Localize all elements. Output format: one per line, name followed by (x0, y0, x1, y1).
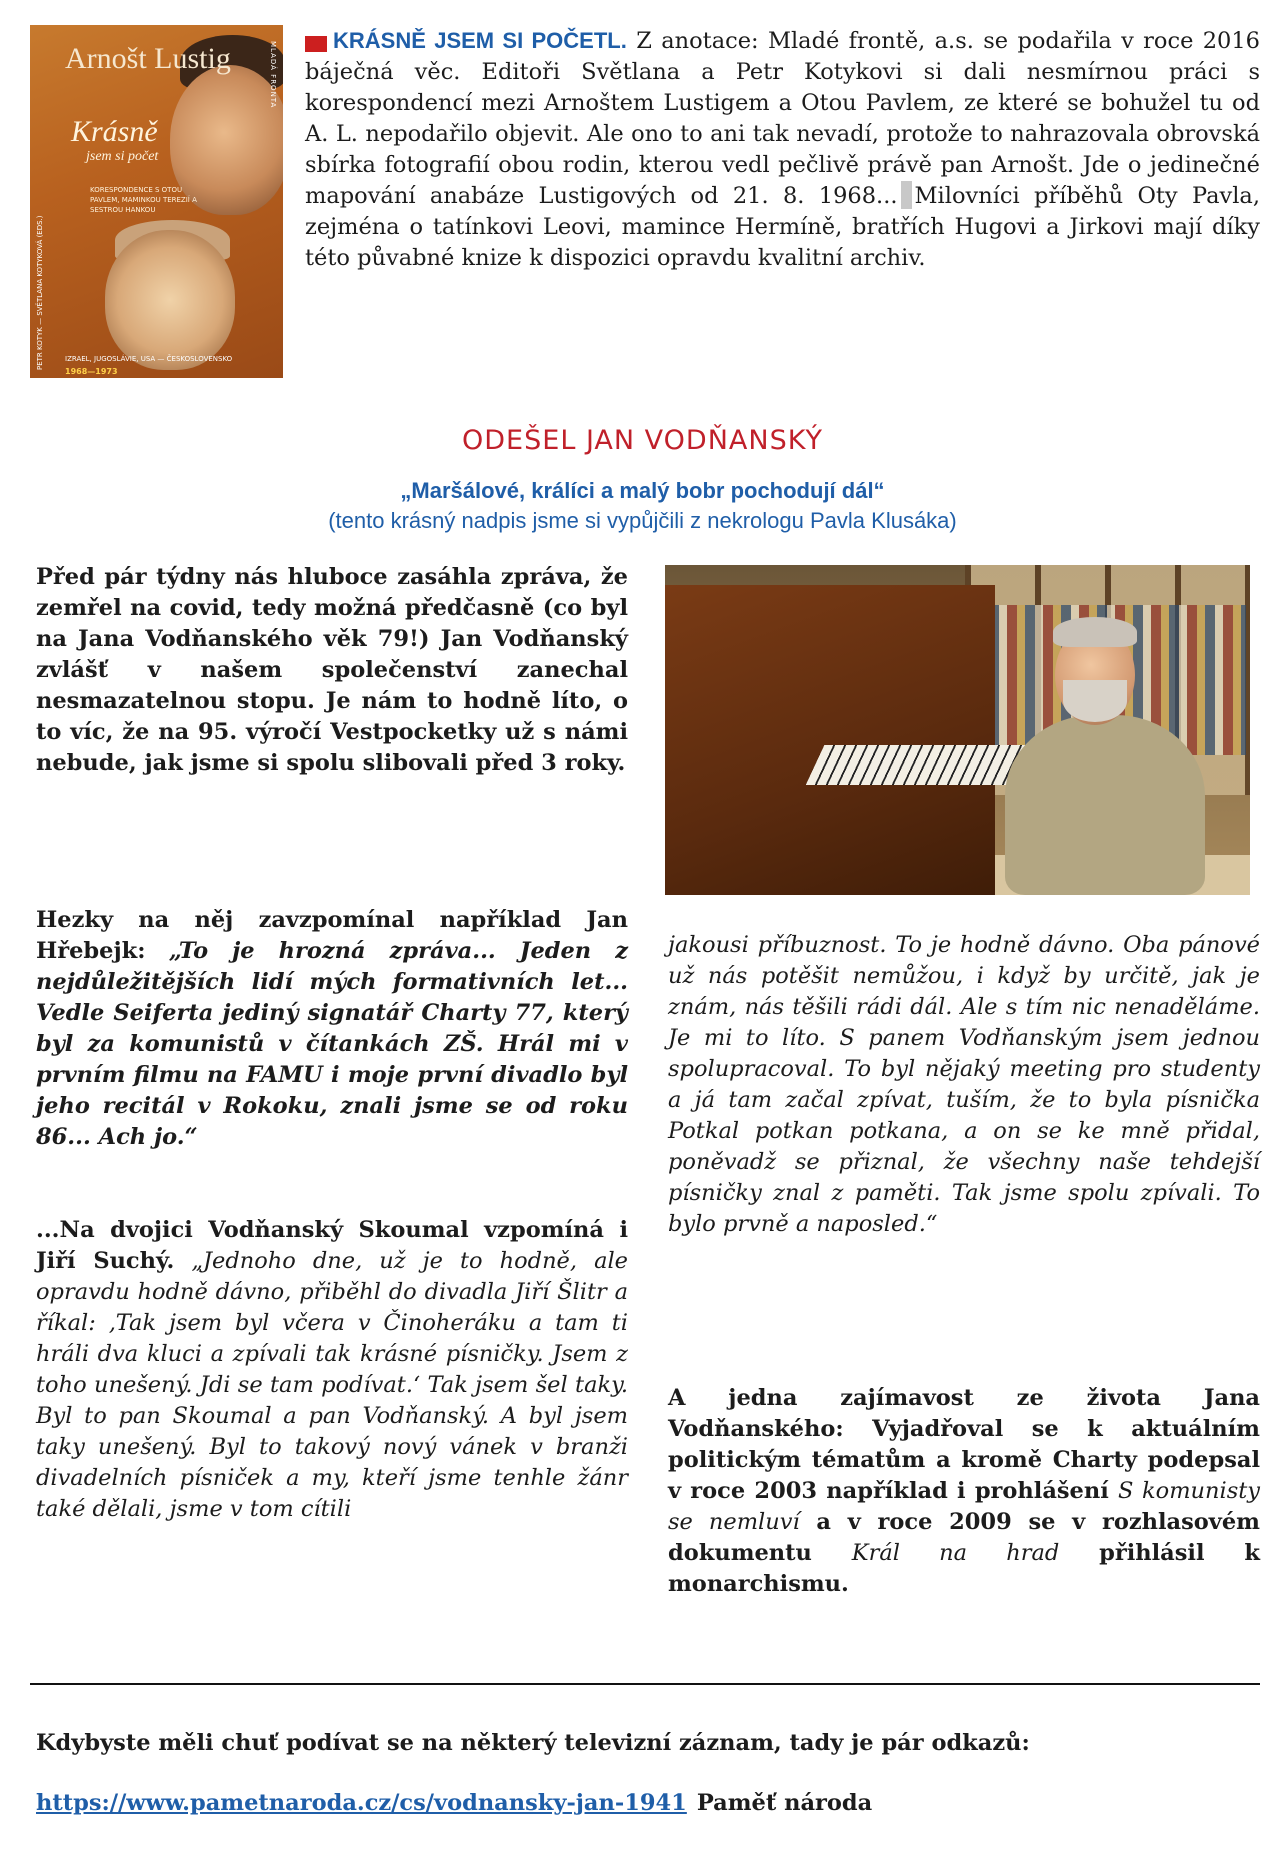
cover-author: Arnošt Lustig (65, 42, 231, 75)
photo-person-body (1005, 715, 1205, 895)
cursor-mark-icon (901, 181, 912, 209)
cover-places: IZRAEL, JUGOSLÁVIE, USA — ČESKOSLOVENSKO (65, 355, 233, 363)
photo-person-hair (1053, 617, 1137, 647)
hrebejk-quote: „To je hrozná zpráva... Jeden z nejdůležitějších lidí mých formativních let... Vedle Seiferta jediný signatář Charty 77, který byl za komunistů v čítankách ZŠ. Hrál mi v prvním filmu na FAMU i moje první divadlo byl jeho recitál v Rokoku, znali jsme se od roku 86... Ach jo.“ (36, 938, 628, 1150)
section-divider (30, 1683, 1260, 1685)
article-heading: ODEŠEL JAN VODŇANSKÝ (462, 425, 823, 456)
photo-person-beard (1063, 680, 1127, 722)
photo-piano-keys (806, 745, 1035, 785)
book-review-paragraph (305, 25, 1260, 274)
cover-portrait-bottom (105, 230, 235, 370)
review-title: KRÁSNĚ JSEM SI POČETL. (333, 28, 627, 53)
footer-links (36, 1790, 872, 1816)
cover-publisher: MLADÁ FRONTA (269, 41, 277, 109)
article-paragraph-3 (36, 1215, 628, 1525)
trivia-text-3: přihlásil k monarchismu. (668, 1540, 1260, 1597)
cover-blurb: KORESPONDENCE S OTOU PAVLEM, MAMINKOU TEREZIÍ A SESTROU HANKOU (90, 186, 197, 214)
review-text-2: Milovníci příběhů Oty Pavla, zejména o tatínkovi Leovi, mamince Hermíně, bratřích Hugovi a Jirkovi mají díky této půvabné knize k dispozici opravdu kvalitní archiv. (305, 183, 1261, 271)
trivia-declaration: S komunisty se nemluví (668, 1478, 1261, 1535)
cover-title: Krásně (71, 115, 158, 148)
review-text-1: Z anotace: Mladé frontě, a.s. se podařila v roce 2016 báječná věc. Editoři Světlana a Petr Kotykovi si dali nesmírnou práci s korespondencí mezi Arnoštem Lustigem a Otou Pavlem, ze které se bohužel tu od A. L. nepodařilo objevit. Ale ono to ani tak nevadí, protože to nahrazovala obrovská sbírka fotografií obou rodin, kterou vedl pečlivě právě pan Arnošt. Jde o jedinečné mapování anabáze Lustigových od 21. 8. 1968... (305, 28, 1260, 209)
red-square-icon (305, 36, 327, 52)
hrebejk-intro: Hezky na něj zavzpomínal například Jan Hřebejk: (36, 907, 628, 964)
cover-editors: PETR KOTYK — SVĚTLANA KOTYKOVÁ (EDS.) (36, 215, 44, 370)
suchy-intro: ...Na dvojici Vodňanský Skoumal vzpomíná i Jiří Suchý. (36, 1217, 628, 1274)
article-note: (tento krásný nadpis jsme si vypůjčili z nekrologu Pavla Klusáka) (328, 508, 957, 533)
piano-photo (665, 565, 1250, 895)
pametnaroda-link[interactable]: https://www.pametnaroda.cz/cs/vodnansky-jan-1941 (36, 1790, 687, 1816)
article-paragraph-4 (668, 1383, 1260, 1600)
cover-subtitle: jsem si počet (86, 149, 159, 164)
suchy-quote-continued: jakousi příbuznost. To je hodně dávno. Oba pánové už nás potěšit nemůžou, i když by určitě, jak je znám, nás těšili rádi dál. Ale s tím nic nenaděláme. Je mi to líto. S panem Vodňanským jsem jednou spolupracoval. To byl nějaký meeting pro studenty a já tam začal zpívat, tuším, že to byla písnička Potkal potkan potkana, a on se ke mně přidal, poněvadž se přiznal, že všechny naše tehdejší písničky znal z paměti. Tak jsme spolu zpívali. To bylo prvně a naposled.“ (668, 932, 1260, 1237)
article-paragraph-2 (36, 905, 628, 1153)
suchy-quote: „Jednoho dne, už je to hodně, ale opravdu hodně dávno, přiběhl do divadla Jiří Šlitr a říkal: ‚Tak jsem byl včera v Činoheráku a tam ti hráli dva kluci a zpívali tak krásné písničky. Jsem z toho unešený. Jdi se tam podívat.‘ Tak jsem šel taky. Byl to pan Skoumal a pan Vodňanský. A byl jsem taky unešený. Byl to takový nový vánek v branži divadelních písniček a my, kteří jsme tenhle žánr také dělali, jsme v tom cítili (36, 1248, 628, 1522)
photo-piano (665, 585, 995, 895)
article-paragraph-1 (36, 562, 628, 779)
book-cover-image (30, 25, 283, 378)
article-paragraph-3-continued (668, 930, 1260, 1240)
paragraph-1-text: Před pár týdny nás hluboce zasáhla zpráva, že zemřel na covid, tedy možná předčasně (co byl na Jana Vodňanského věk 79!) Jan Vodňanský zvlášť v našem společenství zanechal nesmazatelnou stopu. Je nám to hodně líto, o to víc, že na 95. výročí Vestpocketky už s námi nebude, jak jsme si spolu slibovali před 3 roky. (36, 564, 628, 776)
trivia-documentary: Král na hrad (851, 1540, 1060, 1566)
cover-years: 1968—1973 (65, 367, 118, 376)
link-source-label: Paměť národa (696, 1790, 873, 1816)
footer-invite: Kdybyste měli chuť podívat se na některý televizní záznam, tady je pár odkazů: (36, 1730, 1030, 1756)
article-subheading: „Maršálové, králíci a malý bobr pochodují dál“ (400, 478, 885, 503)
trivia-text-1: A jedna zajímavost ze života Jana Vodňanského: Vyjadřoval se k aktuálním politickým tématům a kromě Charty podepsal v roce 2003 například i prohlášení (668, 1385, 1260, 1504)
trivia-text-2: a v roce 2009 se v rozhlasovém dokumentu (668, 1509, 1260, 1566)
